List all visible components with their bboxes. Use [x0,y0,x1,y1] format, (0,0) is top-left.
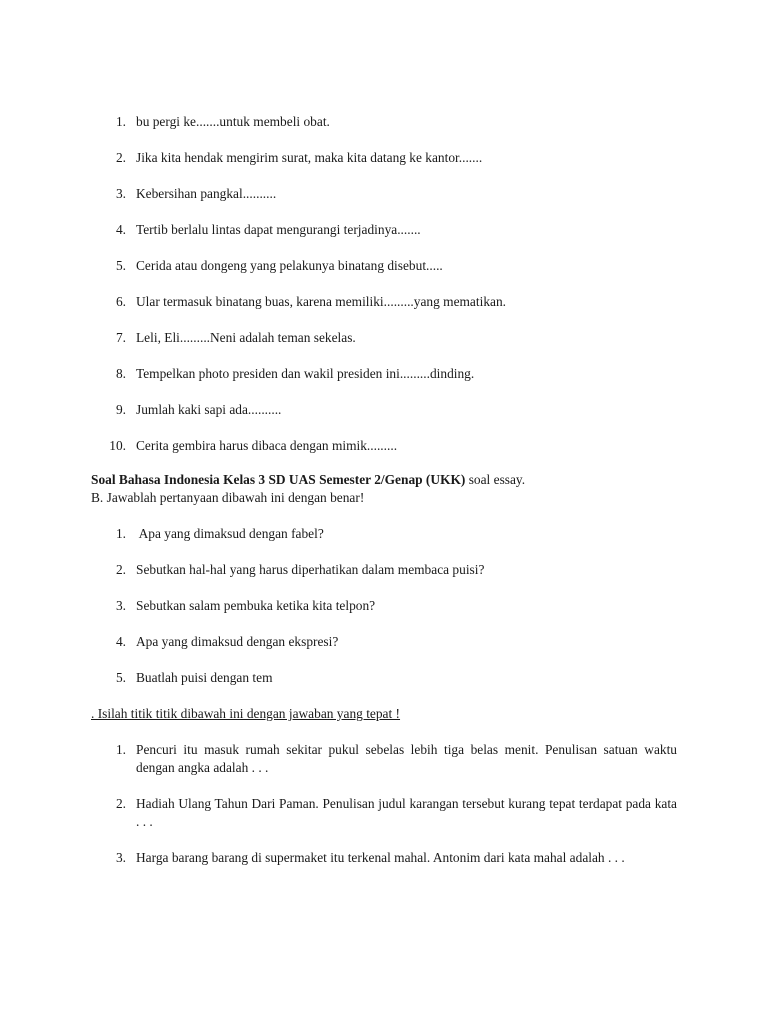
item-number: 9. [115,402,126,417]
item-text: Cerita gembira harus dibaca dengan mimik......... [136,438,398,453]
item-number: 1. [115,742,126,757]
item-number: 6. [115,294,126,309]
item-number: 2. [115,150,126,165]
item-text: Buatlah puisi dengan tem [136,670,273,685]
item-number: 1. [115,526,126,541]
item-number: 1. [115,114,126,129]
item-number: 3. [115,186,126,201]
item-text: Ular termasuk binatang buas, karena memiliki.........yang mematikan. [136,294,506,309]
item-number: 4. [115,634,126,649]
essay-heading-suffix: soal essay. [465,472,526,487]
item-number: 10. [109,438,126,453]
item-text: Apa yang dimaksud dengan fabel? [136,526,324,541]
section-b-instruction: B. Jawablah pertanyaan dibawah ini dengan benar! [91,490,365,505]
item-text: Jika kita hendak mengirim surat, maka kita datang ke kantor....... [136,150,483,165]
section-c-instruction: . Isilah titik titik dibawah ini dengan jawaban yang tepat ! [91,706,401,721]
essay-heading [91,471,525,489]
item-text: Apa yang dimaksud dengan ekspresi? [136,634,339,649]
item-text: Cerida atau dongeng yang pelakunya binatang disebut..... [136,258,443,273]
item-text: Kebersihan pangkal.......... [136,186,277,201]
item-number: 5. [115,258,126,273]
item-number: 2. [115,562,126,577]
item-text: Leli, Eli.........Neni adalah teman sekelas. [136,330,356,345]
item-number: 3. [115,850,126,865]
item-text: Harga barang barang di supermaket itu terkenal mahal. Antonim dari kata mahal adalah . . . [136,850,625,865]
item-text: Pencuri itu masuk rumah sekitar pukul sebelas lebih tiga belas menit. Penulisan satuan waktu dengan angka adalah . . . [136,742,677,775]
item-text: Sebutkan hal-hal yang harus diperhatikan dalam membaca puisi? [136,562,485,577]
item-text: bu pergi ke.......untuk membeli obat. [136,114,330,129]
item-text: Jumlah kaki sapi ada.......... [136,402,282,417]
essay-heading-title: Soal Bahasa Indonesia Kelas 3 SD UAS Semester 2/Genap (UKK) [91,472,466,487]
item-text: Hadiah Ulang Tahun Dari Paman. Penulisan judul karangan tersebut kurang tepat terdapat pada kata . . . [136,796,677,829]
item-number: 8. [115,366,126,381]
item-text: Tempelkan photo presiden dan wakil presiden ini.........dinding. [136,366,475,381]
item-number: 2. [115,796,126,811]
item-text: Sebutkan salam pembuka ketika kita telpon? [136,598,376,613]
item-number: 7. [115,330,126,345]
item-number: 5. [115,670,126,685]
item-text: Tertib berlalu lintas dapat mengurangi terjadinya....... [136,222,421,237]
item-number: 4. [115,222,126,237]
item-number: 3. [115,598,126,613]
